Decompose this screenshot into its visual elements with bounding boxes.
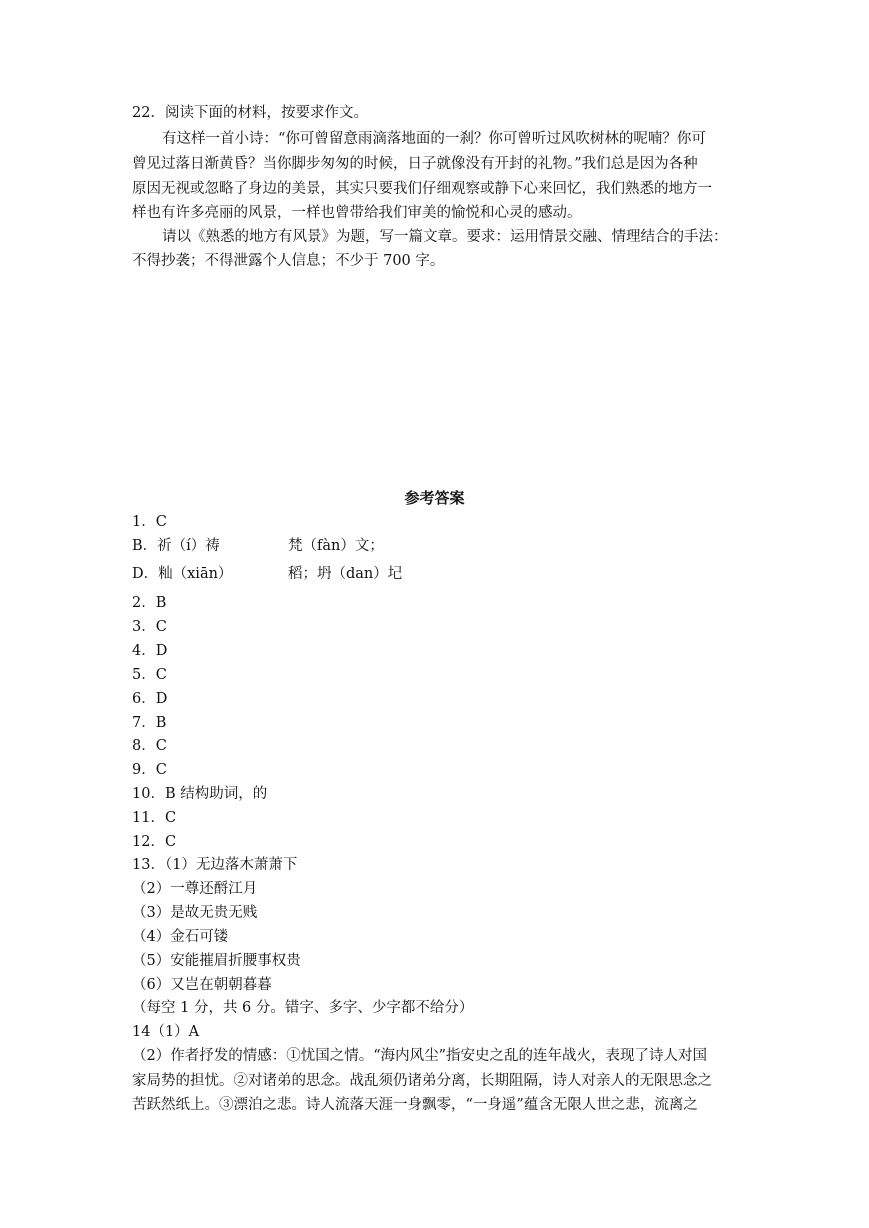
answer-13-1: 13．（1）无边落木萧萧下: [132, 857, 298, 873]
answer-4: 4．D: [132, 643, 168, 659]
answer-1-d: [132, 564, 403, 584]
answer-12: 12．C: [132, 834, 177, 850]
q22-paragraph-1-line-3: 原因无视或忽略了身边的美景，其实只要我们仔细观察或静下心来回忆，我们熟悉的地方一: [132, 181, 712, 197]
answer-1-b-left: B．祈（í）祷: [132, 538, 220, 554]
answer-10: 10．B 结构助词，的: [132, 786, 268, 802]
answer-13-note: （每空 1 分，共 6 分。错字、多字、少字都不给分）: [132, 1000, 474, 1016]
answer-1-d-right: 稻；坍（dan）圮: [288, 566, 403, 582]
answer-14-1: 14（1）A: [132, 1024, 200, 1040]
answers-title: 参考答案: [404, 489, 465, 507]
answer-1-d-left: D．籼（xiān）: [132, 566, 233, 582]
answer-13-3: （3）是故无贵无贱: [132, 905, 258, 921]
answer-8: 8．C: [132, 738, 167, 754]
answer-9: 9．C: [132, 762, 167, 778]
answer-6: 6．D: [132, 691, 168, 707]
answer-5: 5．C: [132, 667, 167, 683]
answer-1: 1．C: [132, 514, 167, 530]
answer-3: 3．C: [132, 619, 167, 635]
q22-paragraph-1-line-1: 有这样一首小诗：“你可曾留意雨滴落地面的一刹？你可曾听过风吹树林的呢喃？你可: [162, 131, 706, 147]
answer-7: 7．B: [132, 715, 167, 731]
answer-14-2-line-1: （2）作者抒发的情感：①忧国之情。“海内风尘”指安史之乱的连年战火，表现了诗人对国: [132, 1048, 708, 1064]
q22-heading: 22．阅读下面的材料，按要求作文。: [132, 105, 368, 121]
answer-14-2-line-3: 苦跃然纸上。③漂泊之悲。诗人流落天涯一身飘零，“一身遥”蕴含无限人世之悲，流离之: [132, 1097, 698, 1113]
q22-paragraph-2-line-1: 请以《熟悉的地方有风景》为题，写一篇文章。要求：运用情景交融、情理结合的手法：: [162, 229, 728, 245]
answer-13-2: （2）一尊还酹江月: [132, 881, 258, 897]
answer-13-4: （4）金石可镂: [132, 929, 229, 945]
answer-11: 11．C: [132, 810, 177, 826]
answer-13-5: （5）安能摧眉折腰事权贵: [132, 953, 301, 969]
answer-2: 2．B: [132, 595, 167, 611]
q22-paragraph-1-line-2: 曾见过落日渐黄昏？当你脚步匆匆的时候，日子就像没有开封的礼物。”我们总是因为各种: [132, 156, 698, 172]
answer-1-b: [132, 536, 384, 556]
answer-14-2-line-2: 家局势的担忧。②对诸弟的思念。战乱须仍诸弟分离，长期阻隔，诗人对亲人的无限思念之: [132, 1073, 712, 1089]
q22-paragraph-1-line-4: 样也有许多亮丽的风景，一样也曾带给我们审美的愉悦和心灵的感动。: [132, 205, 582, 221]
answer-1-b-right: 梵（fàn）文；: [288, 538, 384, 554]
answer-13-6: （6）又岂在朝朝暮暮: [132, 977, 272, 993]
q22-paragraph-2-line-2: 不得抄袭；不得泄露个人信息；不少于 700 字。: [132, 253, 445, 269]
